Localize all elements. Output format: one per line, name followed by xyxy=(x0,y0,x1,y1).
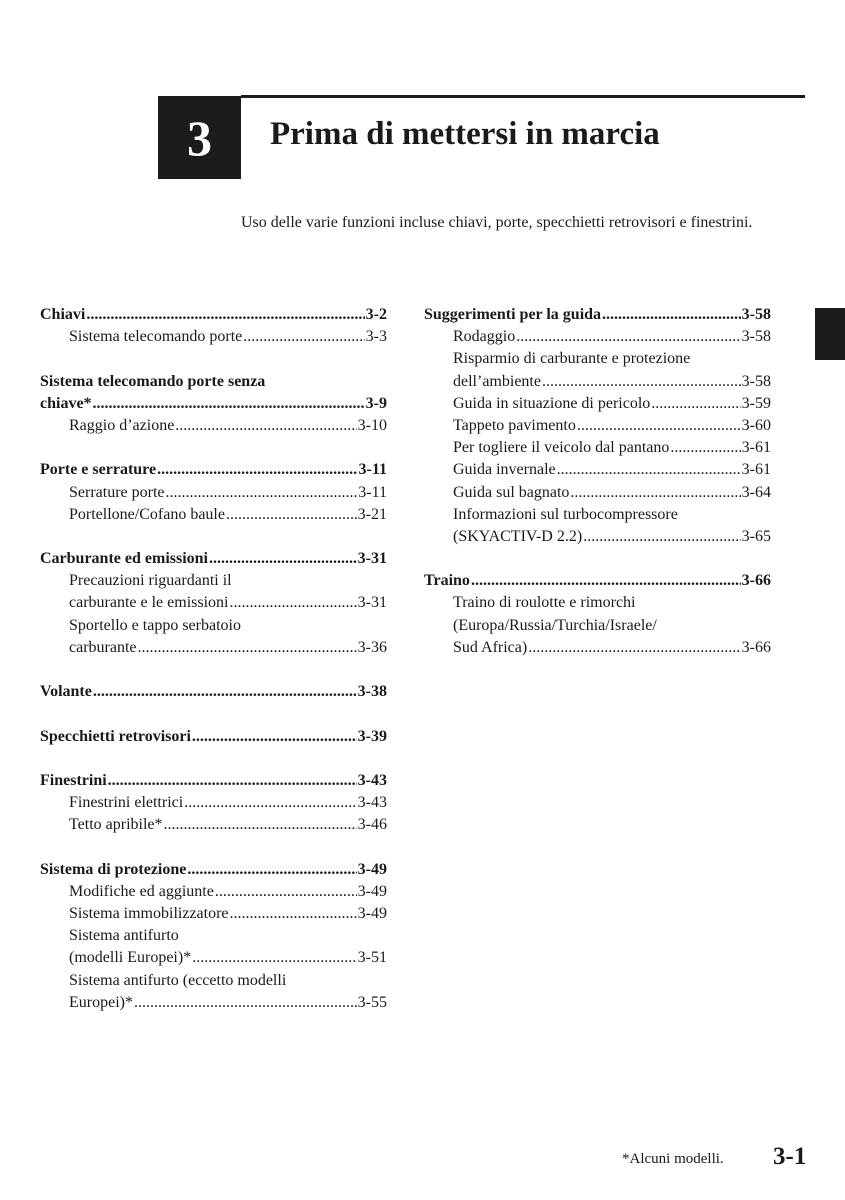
toc-entry-page: 3-39 xyxy=(357,727,387,745)
toc-dot-leader xyxy=(542,371,741,393)
toc-entry xyxy=(424,637,771,659)
toc-entry-page: 3-43 xyxy=(357,771,387,789)
toc-entry xyxy=(40,859,387,881)
toc-spacer xyxy=(40,348,387,370)
toc-entry xyxy=(40,681,387,703)
toc-dot-leader xyxy=(138,637,357,659)
toc-dot-leader xyxy=(570,482,740,504)
toc-dot-leader xyxy=(164,814,357,836)
toc-entry-page: 3-58 xyxy=(741,328,771,346)
toc-entry-text-line xyxy=(40,570,387,592)
toc-spacer xyxy=(40,748,387,770)
page-number: 3-1 xyxy=(773,1143,807,1170)
toc-entry xyxy=(40,947,387,969)
toc-entry xyxy=(40,814,387,836)
toc-spacer xyxy=(40,659,387,681)
toc-entry-page: 3-60 xyxy=(741,416,771,434)
toc-entry-title: Porte e serrature xyxy=(40,461,157,479)
toc-entry-page: 3-58 xyxy=(741,306,771,323)
toc-entry xyxy=(40,770,387,792)
toc-left-column xyxy=(40,304,387,1014)
toc-dot-leader xyxy=(209,548,357,570)
toc-entry xyxy=(424,326,771,348)
toc-entry-title: Sistema telecomando porte senza xyxy=(40,372,266,390)
toc-entry-page: 3-38 xyxy=(357,683,387,701)
toc-entry-page: 3-66 xyxy=(741,572,771,590)
toc-entry xyxy=(40,326,387,348)
chapter-number-box xyxy=(158,96,241,179)
toc-entry-title: Volante xyxy=(40,683,92,701)
toc-entry-title: Traino xyxy=(424,572,470,590)
chapter-intro: Uso delle varie funzioni incluse chiavi, porte, specchietti retrovisori e finestrini. xyxy=(241,214,753,231)
toc-spacer xyxy=(40,526,387,548)
toc-spacer xyxy=(424,548,771,570)
toc-entry-text-line xyxy=(424,592,771,614)
toc-dot-leader xyxy=(175,415,356,437)
toc-dot-leader xyxy=(86,304,364,326)
toc-entry-title: Modifiche ed aggiunte xyxy=(69,882,214,900)
toc-entry-page: 3-51 xyxy=(357,949,387,967)
toc-entry xyxy=(40,504,387,526)
toc-entry-title: Per togliere il veicolo dal pantano xyxy=(453,439,670,457)
toc-entry-title: (SKYACTIV-D 2.2) xyxy=(453,527,583,545)
toc-dot-leader xyxy=(557,459,741,481)
toc-entry-page: 3-58 xyxy=(741,372,771,390)
toc-entry-page: 3-3 xyxy=(365,328,387,346)
toc-entry xyxy=(40,592,387,614)
toc-entry-page: 3-36 xyxy=(357,638,387,656)
toc-entry-page: 3-65 xyxy=(741,527,771,545)
toc-entry-title: Tappeto pavimento xyxy=(453,416,576,434)
toc-entry-text-line xyxy=(424,504,771,526)
toc-spacer xyxy=(40,703,387,725)
toc-dot-leader xyxy=(157,459,357,481)
toc-dot-leader xyxy=(134,992,357,1014)
toc-entry xyxy=(424,393,771,415)
toc-entry-title: Europei)* xyxy=(69,993,133,1011)
toc-dot-leader xyxy=(243,326,364,348)
toc-entry-title: (Europa/Russia/Turchia/Israele/ xyxy=(453,616,657,634)
toc-entry xyxy=(40,459,387,481)
toc-entry-page: 3-9 xyxy=(365,394,387,412)
toc-entry-title: Tetto apribile* xyxy=(69,816,163,834)
toc-dot-leader xyxy=(670,437,740,459)
toc-entry-page: 3-49 xyxy=(357,905,387,923)
toc-entry-page: 3-21 xyxy=(357,505,387,523)
toc-dot-leader xyxy=(230,903,357,925)
toc-entry-text-line xyxy=(40,615,387,637)
toc-dot-leader xyxy=(215,881,357,903)
toc-entry xyxy=(40,482,387,504)
chapter-number: 3 xyxy=(187,109,212,166)
toc-entry xyxy=(40,726,387,748)
footnote: *Alcuni modelli. xyxy=(622,1151,724,1167)
toc-entry xyxy=(424,526,771,548)
toc-dot-leader xyxy=(230,592,357,614)
toc-entry-title: Serrature porte xyxy=(69,483,165,501)
toc-entry-text-line xyxy=(40,970,387,992)
toc-entry-page: 3-49 xyxy=(357,860,387,878)
toc-dot-leader xyxy=(226,504,357,526)
toc-entry xyxy=(40,881,387,903)
toc-entry-page: 3-31 xyxy=(357,594,387,612)
toc-entry xyxy=(424,570,771,592)
toc-entry-title: Sistema telecomando porte xyxy=(69,328,243,346)
toc-entry-title: Suggerimenti per la guida xyxy=(424,306,602,323)
toc-entry-page: 3-11 xyxy=(358,461,387,479)
toc-spacer xyxy=(40,437,387,459)
toc-entry-page: 3-10 xyxy=(357,416,387,434)
toc-entry-title: (modelli Europei)* xyxy=(69,949,192,967)
toc-entry-page: 3-43 xyxy=(357,794,387,812)
toc-dot-leader xyxy=(516,326,740,348)
toc-entry xyxy=(424,482,771,504)
toc-entry-title: Guida in situazione di pericolo xyxy=(453,394,651,412)
toc-entry-title: Rodaggio xyxy=(453,328,516,346)
toc-entry-title: Sistema immobilizzatore xyxy=(69,905,229,923)
toc-entry-title: Raggio d’azione xyxy=(69,416,175,434)
toc-entry-title: Informazioni sul turbocompressore xyxy=(453,505,678,523)
toc-entry-title: Traino di roulotte e rimorchi xyxy=(453,594,636,612)
toc-entry-title: Sistema antifurto xyxy=(69,927,179,945)
toc-entry-title: Guida invernale xyxy=(453,461,556,479)
toc-entry-title: Guida sul bagnato xyxy=(453,483,570,501)
toc-dot-leader xyxy=(166,482,358,504)
toc-entry-title: dell’ambiente xyxy=(453,372,541,390)
toc-entry-title: chiave* xyxy=(40,394,92,412)
toc-entry-title: Risparmio di carburante e protezione xyxy=(453,350,691,368)
toc-entry-page: 3-61 xyxy=(741,439,771,457)
toc-right-column xyxy=(424,304,771,659)
toc-entry-page: 3-46 xyxy=(357,816,387,834)
toc-entry-page: 3-55 xyxy=(357,993,387,1011)
toc-spacer xyxy=(40,837,387,859)
toc-dot-leader xyxy=(602,304,741,326)
title-rule xyxy=(241,95,805,98)
toc-entry xyxy=(40,637,387,659)
toc-entry xyxy=(424,459,771,481)
toc-entry-title: Precauzioni riguardanti il xyxy=(69,572,232,590)
toc-entry-page: 3-61 xyxy=(741,461,771,479)
toc-entry-title: Sud Africa) xyxy=(453,638,528,656)
toc-entry-title: Sistema antifurto (eccetto modelli xyxy=(69,971,287,989)
toc-entry-text-line xyxy=(40,371,387,393)
toc-entry xyxy=(40,393,387,415)
toc-entry xyxy=(424,304,771,326)
toc-dot-leader xyxy=(528,637,740,659)
toc-entry-title: Carburante ed emissioni xyxy=(40,550,208,568)
toc-dot-leader xyxy=(583,526,740,548)
toc-entry xyxy=(40,992,387,1014)
toc-entry xyxy=(40,548,387,570)
toc-dot-leader xyxy=(192,947,356,969)
toc-entry xyxy=(40,415,387,437)
toc-dot-leader xyxy=(93,681,357,703)
toc-entry-page: 3-49 xyxy=(357,882,387,900)
toc-dot-leader xyxy=(93,393,365,415)
toc-entry-page: 3-59 xyxy=(741,394,771,412)
toc-entry xyxy=(40,903,387,925)
toc-entry-page: 3-31 xyxy=(357,550,387,568)
toc-dot-leader xyxy=(651,393,740,415)
toc-entry-title: Sportello e tappo serbatoio xyxy=(69,616,241,634)
toc-entry-title: Finestrini elettrici xyxy=(69,794,184,812)
toc-dot-leader xyxy=(471,570,741,592)
section-tab-marker xyxy=(815,308,845,360)
toc-dot-leader xyxy=(577,415,741,437)
toc-entry-page: 3-11 xyxy=(358,483,387,501)
toc-entry-text-line xyxy=(424,348,771,370)
chapter-title: Prima di mettersi in marcia xyxy=(270,116,660,152)
toc-entry-title: carburante e le emissioni xyxy=(69,594,229,612)
toc-entry-title: Sistema di protezione xyxy=(40,860,187,878)
toc-entry-page: 3-66 xyxy=(741,638,771,656)
toc-entry-page: 3-2 xyxy=(365,306,387,323)
toc-entry-page: 3-64 xyxy=(741,483,771,501)
toc-entry xyxy=(424,437,771,459)
toc-entry-title: Chiavi xyxy=(40,306,86,323)
toc-entry xyxy=(424,371,771,393)
toc-entry-title: Finestrini xyxy=(40,771,107,789)
toc-entry xyxy=(424,415,771,437)
toc-dot-leader xyxy=(184,792,356,814)
toc-entry xyxy=(40,792,387,814)
toc-dot-leader xyxy=(108,770,357,792)
toc-entry-title: carburante xyxy=(69,638,137,656)
toc-entry xyxy=(40,304,387,326)
toc-entry-title: Specchietti retrovisori xyxy=(40,727,191,745)
toc-entry-text-line xyxy=(424,615,771,637)
toc-entry-title: Portellone/Cofano baule xyxy=(69,505,225,523)
toc-dot-leader xyxy=(192,726,357,748)
toc-dot-leader xyxy=(187,859,356,881)
toc-entry-text-line xyxy=(40,925,387,947)
